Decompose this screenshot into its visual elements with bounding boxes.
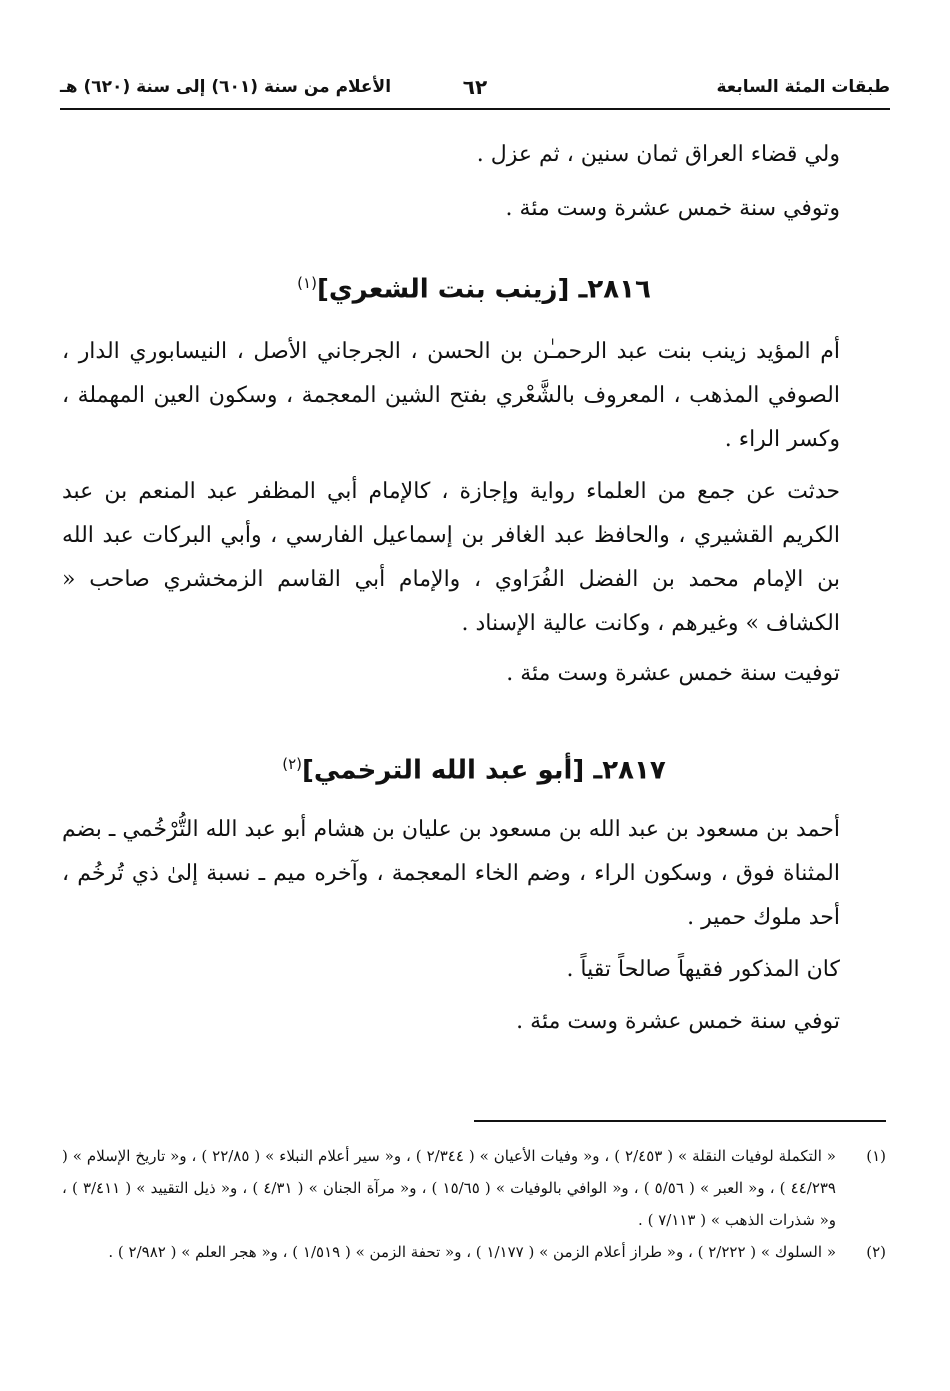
entry-2816-paragraph-3: توفيت سنة خمس عشرة وست مئة . (506, 661, 840, 686)
entry-2817-heading (62, 755, 886, 786)
footnote-text: « التكملة لوفيات النقلة » ( ٢/٤٥٣ ) ، و« وفيات الأعيان » ( ٢/٣٤٤ ) ، و« سير أعلام النبلاء » ( ٢٢/٨٥ ) ، و« تاريخ الإسلام » ( ٤٤/٢٣٩ ) ، و« العبر » ( ٥/٥٦ ) ، و« الوافي بالوفيات » ( ١٥/٦٥ ) ، و« مرآة الجنان » ( ٤/٣١ ) ، و« ذيل التقييد » ( ٣/٤١١ ) ، و« شذرات الذهب » ( ٧/١١٣ ) . (62, 1147, 836, 1229)
entry-number: ٢٨١٧ (602, 755, 666, 786)
entry-2816-heading (62, 274, 886, 305)
entry-number: ٢٨١٦ (587, 274, 651, 305)
footnote-ref-1: (١) (297, 274, 317, 292)
footnote-1 (62, 1140, 886, 1236)
page-number: ٦٢ (462, 75, 488, 99)
volume-range-title: الأعلام من سنة (٦٠١) إلى سنة (٦٢٠) هـ (60, 77, 392, 97)
entry-title: ـ [زينب بنت الشعري] (316, 274, 588, 305)
intro-line-2: وتوفي سنة خمس عشرة وست مئة . (505, 196, 840, 221)
running-header (60, 72, 890, 102)
footnote-number: (١) (866, 1147, 886, 1165)
footnote-number: (٢) (866, 1243, 886, 1261)
entry-2817-paragraph-3: توفي سنة خمس عشرة وست مئة . (516, 1009, 840, 1034)
footnote-text: « السلوك » ( ٢/٢٢٢ ) ، و« طراز أعلام الزمن » ( ١/١٧٧ ) ، و« تحفة الزمن » ( ١/٥١٩ ) ، و« هجر العلم » ( ٢/٩٨٢ ) . (108, 1243, 836, 1261)
footnote-rule (474, 1120, 886, 1122)
intro-line-1: ولي قضاء العراق ثمان سنين ، ثم عزل . (476, 142, 840, 167)
entry-2817-paragraph-2: كان المذكور فقيهاً صالحاً تقياً . (566, 957, 840, 982)
intro-text (62, 133, 886, 231)
header-rule (60, 108, 890, 110)
footnote-2 (62, 1236, 886, 1268)
footnote-ref-2: (٢) (282, 755, 303, 773)
entry-2817-paragraph-1: أحمد بن مسعود بن عبد الله بن مسعود بن عليان بن هشام أبو عبد الله التُّرْخُمي ـ بضم المثناة فوق ، وسكون الراء ، وضم الخاء المعجمة ، وآخره ميم ـ نسبة إلىٰ ذي تُرخُم ، أحد ملوك حمير . (62, 817, 841, 930)
entry-2816-paragraph-1: أم المؤيد زينب بنت عبد الرحمـٰن بن الحسن ، الجرجاني الأصل ، النيسابوري الدار ، الصوفي المذهب ، المعروف بالشَّعْري بفتح الشين المعجمة ، وسكون العين المهملة ، وكسر الراء . (62, 339, 840, 452)
section-title: طبقات المئة السابعة (716, 77, 890, 97)
entry-title: ـ [أبو عبد الله الترخمي] (302, 755, 603, 786)
footnotes (62, 1140, 886, 1268)
entry-2816-body (62, 330, 886, 696)
entry-2816-paragraph-2: حدثت عن جمع من العلماء رواية وإجازة ، كالإمام أبي المظفر عبد المنعم بن عبد الكريم القشيري ، والحافظ عبد الغافر بن إسماعيل الفارسي ، وأبي البركات عبد الله بن الإمام محمد بن الفضل الفُرَاوي ، والإمام أبي القاسم الزمخشري صاحب « الكشاف » وغيرهم ، وكانت عالية الإسناد . (62, 479, 840, 636)
entry-2817-body (62, 808, 886, 1044)
